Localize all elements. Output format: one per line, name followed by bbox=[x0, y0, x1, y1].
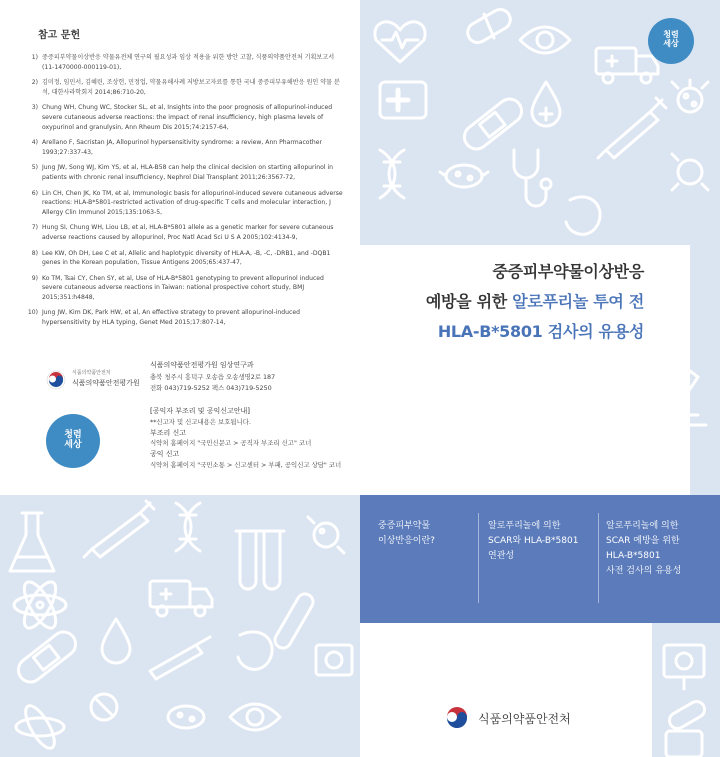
eye-icon bbox=[230, 704, 280, 730]
contents-item-3 bbox=[606, 519, 716, 579]
stomach-icon bbox=[238, 632, 272, 669]
reference-text: Ko TM, Tsai CY, Chen SY, et al, Use of HLA-B*5801 genotyping to prevent allopurinol induced severe cutaneous adverse reactions in Taiwan: national prospective cohort study, BMJ 2015;351:h4848, bbox=[42, 274, 324, 301]
reference-number: 7) bbox=[31, 224, 38, 232]
contents-divider bbox=[598, 513, 599, 603]
integrity-badge bbox=[648, 18, 694, 64]
taegeuk-emblem-icon bbox=[444, 705, 470, 731]
organization-block bbox=[46, 360, 346, 410]
thermometer-icon bbox=[272, 591, 316, 651]
reference-text: Lee KW, Oh DH, Lee C et al, Allelic and haplotypic diversity of HLA-A, -B, -C, -DRB1, and -DQB1 genes in the Korean population, Tissue Antigens 2005;65:437-47, bbox=[42, 249, 331, 267]
heart-icon bbox=[375, 22, 425, 62]
reference-text: Chung WH, Chung WC, Stocker SL, et al, Insights into the poor prognosis of allopurinol-induced severe cutaneous adverse reactions: the impact of renal insufficiency, high plasma levels of oxypurinol and granulysin, Ann Rheum Dis 2015;74:2157-64, bbox=[42, 104, 333, 131]
reference-number: 8) bbox=[31, 249, 38, 257]
flask-icon bbox=[10, 513, 54, 571]
blood-pressure-icon bbox=[316, 645, 352, 675]
logo-small-text: 식품의약품안전처 bbox=[72, 370, 111, 376]
syringe-icon bbox=[598, 98, 666, 158]
reference-number: 9) bbox=[31, 274, 38, 282]
contents-item-3-line: SCAR 예방을 위한 bbox=[606, 536, 680, 546]
logo-name-text: 식품의약품안전평가원 bbox=[72, 379, 140, 387]
reference-number: 5) bbox=[31, 164, 38, 172]
bacteria-icon bbox=[308, 517, 344, 553]
references-title: 참고 문헌 bbox=[38, 30, 81, 41]
stethoscope-icon bbox=[514, 150, 551, 206]
contents-divider bbox=[478, 513, 479, 603]
reference-number: 2) bbox=[31, 79, 38, 87]
reference-text: Jung JW, Song WJ, Kim YS, et al, HLA-B58 can help the clinical decision on starting allopurinol in patients with chronic renal insufficiency, Nephrol Dial Transplant 2011;26:3567-72, bbox=[42, 164, 334, 181]
ambulance-icon bbox=[596, 48, 658, 83]
contents-item-2-line: 알로푸리놀에 의한 bbox=[488, 521, 561, 531]
contents-strip bbox=[360, 495, 720, 623]
pill-icon bbox=[91, 694, 117, 720]
integrity-badge-text bbox=[648, 30, 694, 48]
first-aid-icon bbox=[666, 731, 702, 757]
contents-item-3-line: 알로푸리놀에 의한 bbox=[606, 521, 679, 531]
reference-item bbox=[26, 103, 344, 132]
atom-icon bbox=[14, 577, 66, 632]
footer-area bbox=[360, 623, 652, 757]
reference-number: 4) bbox=[31, 139, 38, 147]
syringe-icon bbox=[84, 501, 154, 557]
report-block bbox=[46, 406, 346, 484]
report-sub1-text: 식약처 홈페이지 "국민신문고 > 공직자 부조리 신고" 코너 bbox=[150, 439, 312, 448]
report-sub2-title: 공익 신고 bbox=[150, 450, 180, 459]
reference-text: 김미정, 임민서, 김혜린, 조상헌, 민정업, 약물유해사례 저방보고자료를 통한 국내 중증피부유해반응 원인 약물 분석, 대한사라학회지 2014;86:710-20, bbox=[42, 79, 340, 96]
pill-icon bbox=[464, 6, 514, 46]
report-head: [공익자 부조리 및 공익신고안내] bbox=[150, 407, 251, 415]
title-line-2-prefix: 예방을 위한 bbox=[425, 292, 513, 311]
medical-pattern-bottom bbox=[0, 495, 360, 757]
mfds-logo bbox=[444, 705, 634, 735]
bacteria-icon bbox=[672, 80, 708, 112]
dna-icon bbox=[380, 150, 404, 198]
syringe-icon bbox=[150, 637, 210, 679]
drop-icon bbox=[102, 619, 130, 663]
reference-item bbox=[26, 274, 344, 303]
pill-icon bbox=[667, 699, 708, 732]
reference-item bbox=[26, 138, 344, 157]
contents-item-3-line: HLA-B*5801 bbox=[606, 551, 661, 561]
badge-small-line2: 세상 bbox=[64, 440, 82, 450]
dna-icon bbox=[176, 503, 200, 551]
title-line-2-highlight: 알로푸리놀 투여 전 bbox=[512, 292, 644, 311]
bandage-icon bbox=[460, 94, 527, 154]
drop-icon bbox=[532, 82, 560, 126]
organization-name: 식품의약품안전평가원 임상연구과 bbox=[150, 361, 254, 369]
bandage-icon bbox=[14, 627, 81, 687]
contents-item-1-line: 이상반응이란? bbox=[378, 536, 435, 546]
contents-item-3-line: 사전 검사의 유용성 bbox=[606, 566, 682, 576]
taegeuk-emblem-icon bbox=[46, 370, 66, 390]
reference-list bbox=[26, 53, 344, 328]
atom-icon bbox=[16, 702, 64, 753]
reference-number: 6) bbox=[31, 189, 38, 197]
badge-line2: 세상 bbox=[663, 39, 679, 48]
badge-small-line1: 청렴 bbox=[64, 430, 82, 440]
badge-line1: 청렴 bbox=[663, 30, 679, 39]
reference-item bbox=[26, 308, 344, 327]
mfds-name: 식품의약품안전처 bbox=[478, 712, 571, 726]
reference-text: Arellano F, Sacristan JA, Allopurinol hypersensitivity syndrome: a review, Ann Pharmacother 1993;27:337-43, bbox=[42, 139, 323, 156]
reference-text: Jung JW, Kim DK, Park HW, et al, An effective strategy to prevent allopurinol-induced hypersensitivity by HLA typing, Genet Med 2015;17:807-14, bbox=[42, 309, 300, 327]
reference-item bbox=[26, 189, 344, 218]
bacteria-icon bbox=[440, 165, 488, 187]
test-tube-icon bbox=[236, 531, 284, 589]
reference-item bbox=[26, 163, 344, 182]
organization-info bbox=[150, 360, 350, 395]
report-info bbox=[150, 406, 360, 471]
title-line-3: HLA-B*5801 검사의 유용성 bbox=[437, 322, 644, 341]
report-note: **신고자 및 신고내용은 보호됩니다. bbox=[150, 417, 251, 426]
reference-number: 1) bbox=[31, 54, 38, 61]
reference-text: Hung SI, Chung WH, Liou LB, et al, HLA-B*5801 allele as a genetic marker for severe cutaneous adverse reactions caused by allopurinol, Proc Natl Acad Sci U S A 2005;102:4134-9, bbox=[42, 224, 334, 241]
cover-title bbox=[426, 257, 644, 347]
reference-text: 중증피부약물이상반응 약물유전체 연구의 필요성과 임상 적용을 위한 방안 고찰, 식품의약품안전처 기획보고서 (11-1470000-000119-01), bbox=[42, 54, 335, 71]
contents-item-1 bbox=[378, 519, 478, 549]
reference-item bbox=[26, 249, 344, 268]
bacteria-icon bbox=[672, 154, 708, 190]
title-box bbox=[360, 245, 690, 495]
title-line-1: 중증피부약물이상반응 bbox=[492, 262, 644, 281]
ambulance-icon bbox=[150, 581, 212, 616]
title-line-2 bbox=[426, 287, 644, 317]
integrity-badge-small bbox=[46, 414, 100, 468]
eye-icon bbox=[520, 27, 570, 53]
reference-text: Lin CH, Chen JK, Ko TM, et al, Immunologic basis for allopurinol-induced severe cutaneous adverse reactions: HLA-B*5801-restricted activation of drug-specific T cells and molecular interaction, J Allergy Clin Immunol 2015;135:1063-5, bbox=[42, 189, 343, 216]
organization-contact: 전화 043)719-5252 팩스 043)719-5250 bbox=[150, 384, 272, 392]
contents-item-2-line: SCAR와 HLA-B*5801 bbox=[488, 536, 579, 546]
first-aid-icon bbox=[380, 82, 426, 118]
report-sub2-text: 식약처 홈페이지 "국민소통 > 신고센터 > 부패, 공익신고 상담" 코너 bbox=[150, 460, 342, 469]
reference-number: 10) bbox=[27, 309, 38, 317]
bacteria-icon bbox=[168, 706, 204, 728]
contents-item-2-line: 연관성 bbox=[488, 551, 515, 561]
reference-item bbox=[26, 78, 344, 97]
blood-pressure-icon bbox=[664, 645, 704, 689]
nifds-logo bbox=[46, 368, 146, 394]
reference-number: 3) bbox=[31, 104, 38, 112]
contents-item-2 bbox=[488, 519, 598, 564]
contents-item-1-line: 중증피부약물 bbox=[378, 521, 431, 531]
organization-address: 충북 청주시 흥덕구 오송읍 오송생명2로 187 bbox=[150, 372, 276, 381]
reference-item bbox=[26, 53, 344, 72]
stomach-icon bbox=[566, 197, 600, 234]
medical-pattern-corner bbox=[652, 623, 720, 757]
reference-item bbox=[26, 223, 344, 242]
report-sub1-title: 부조리 신고 bbox=[150, 428, 187, 437]
